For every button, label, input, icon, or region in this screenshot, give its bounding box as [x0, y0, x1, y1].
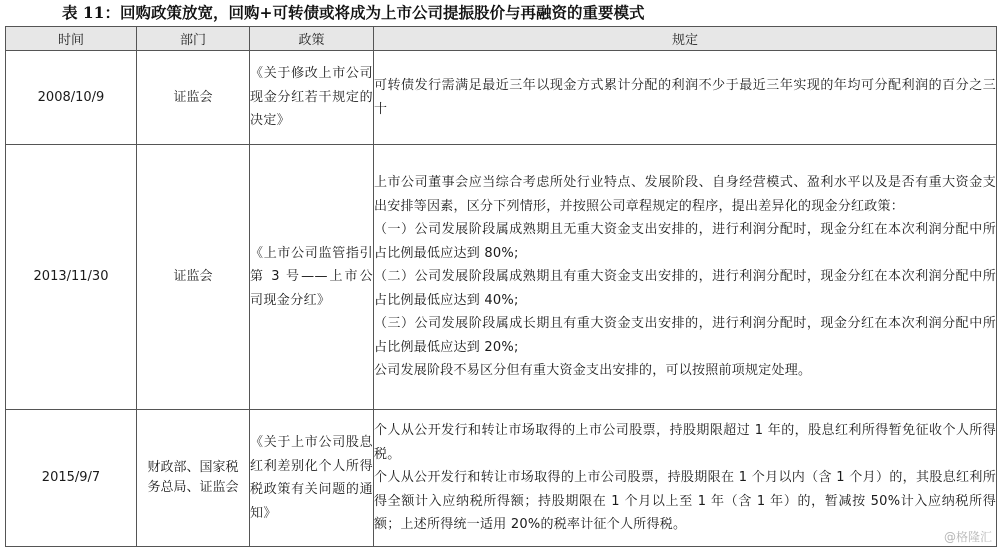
policy-table	[5, 26, 997, 547]
table-row	[6, 51, 997, 145]
row-policy: 《上市公司监管指引第 3 号——上市公司现金分红》	[250, 145, 374, 410]
row-date: 2015/9/7	[6, 410, 137, 547]
row-department: 财政部、国家税务总局、证监会	[137, 410, 250, 547]
table-row	[6, 145, 997, 410]
row-date: 2013/11/30	[6, 145, 137, 410]
header-policy: 政策	[250, 27, 374, 51]
header-regulation: 规定	[374, 27, 997, 51]
regulation-paragraph: 个人从公开发行和转让市场取得的上市公司股票，持股期限超过 1 年的，股息红利所得暂免征收个人所得税。	[374, 423, 996, 462]
watermark-logo: @格隆汇	[943, 530, 992, 544]
row-policy: 《关于修改上市公司现金分红若干规定的决定》	[250, 51, 374, 145]
row-date: 2008/10/9	[6, 51, 137, 145]
regulation-paragraph: （三）公司发展阶段属成长期且有重大资金支出安排的，进行利润分配时，现金分红在本次利润分配中所占比例最低应达到 20%;	[374, 316, 996, 355]
regulation-paragraph: 可转债发行需满足最近三年以现金方式累计分配的利润不少于最近三年实现的年均可分配利润的百分之三十	[374, 78, 996, 117]
header-department: 部门	[137, 27, 250, 51]
regulation-paragraph: 公司发展阶段不易区分但有重大资金支出安排的，可以按照前项规定处理。	[374, 363, 812, 379]
regulation-paragraph: （一）公司发展阶段属成熟期且无重大资金支出安排的，进行利润分配时，现金分红在本次利润分配中所占比例最低应达到 80%;	[374, 222, 996, 261]
header-row	[6, 27, 997, 51]
table-row	[6, 410, 997, 547]
row-policy: 《关于上市公司股息红利差别化个人所得税政策有关问题的通知》	[250, 410, 374, 547]
header-time: 时间	[6, 27, 137, 51]
regulation-paragraph: 上市公司董事会应当综合考虑所处行业特点、发展阶段、自身经营模式、盈利水平以及是否有重大资金支出安排等因素，区分下列情形，并按照公司章程规定的程序，提出差异化的现金分红政策：	[374, 175, 996, 214]
row-department: 证监会	[137, 51, 250, 145]
row-regulation	[374, 145, 997, 410]
row-regulation	[374, 410, 997, 547]
regulation-paragraph: （二）公司发展阶段属成熟期且有重大资金支出安排的，进行利润分配时，现金分红在本次利润分配中所占比例最低应达到 40%;	[374, 269, 996, 308]
row-regulation	[374, 51, 997, 145]
regulation-paragraph: 个人从公开发行和转让市场取得的上市公司股票，持股期限在 1 个月以内（含 1 个月）的，其股息红利所得全额计入应纳税所得额；持股期限在 1 个月以上至 1 年（含 1 年）的，暂减按 50%计入应纳税所得额；上述所得统一适用 20%的税率计征个人所得税。	[374, 470, 996, 533]
row-department: 证监会	[137, 145, 250, 410]
table-title: 表 11：回购政策放宽，回购+可转债或将成为上市公司提振股价与再融资的重要模式	[62, 3, 645, 22]
